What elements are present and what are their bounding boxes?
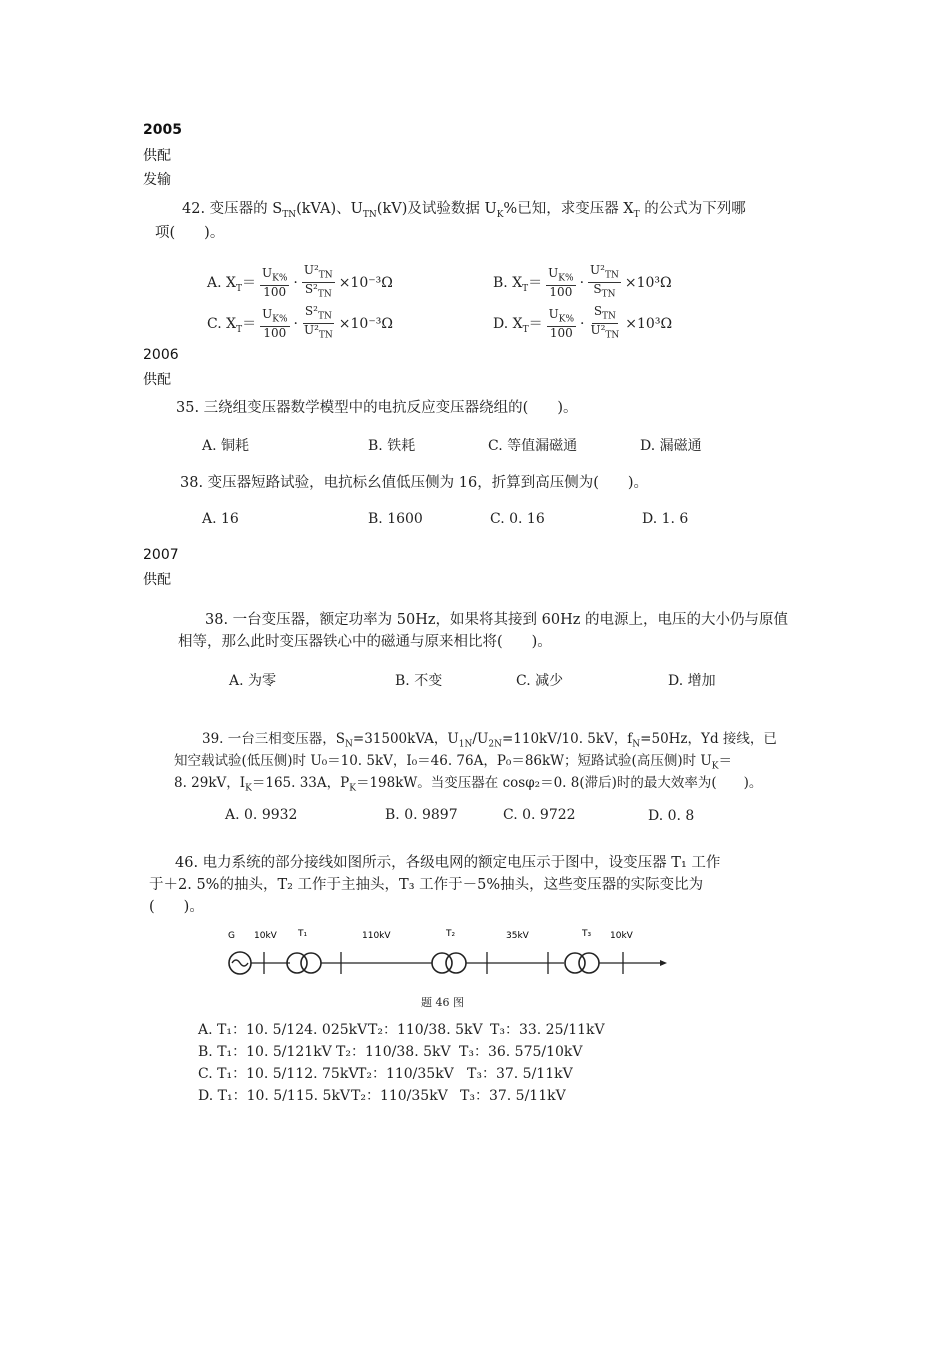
transformer-label-t2: T₂: [446, 929, 456, 939]
option-d-formula: D. $X_T=$ $\frac{U_{K\%}}{100}$ · $\frac{S_{TN}}{U^2_{TN}}$ ×10³Ω: [493, 304, 673, 341]
category-label: 供配: [143, 572, 171, 588]
question-42: 42. 变压器的 $S_{TN}(kVA)$、$U_{TN}(kV)$及试验数据 $U_K\%$已知，求变压器 $X_T$ 的公式为下列哪: [182, 201, 746, 220]
option-c-formula: C. $X_T=$ $\frac{U_{K\%}}{100}$ · $\frac{S^2_{TN}}{U^2_{TN}}$ ×10⁻³Ω: [207, 304, 393, 341]
category-label: 供配: [143, 372, 171, 388]
option-d-t2: T₂：110/35kV: [351, 1088, 448, 1104]
option-d-t3: T₃：37. 5/11kV: [460, 1088, 566, 1104]
option-d: D. 漏磁通: [640, 438, 702, 454]
category-label: 供配: [143, 148, 171, 164]
question-38-frequency: 38. 一台变压器，额定功率为 50Hz，如果将其接到 60Hz 的电源上，电压的大小仍与原值: [205, 612, 788, 628]
option-c-t3: T₃：37. 5/11kV: [467, 1066, 573, 1082]
option-a: A. 16: [202, 511, 239, 527]
category-label: 发输: [143, 172, 171, 188]
option-a: A. 0. 9932: [225, 807, 298, 823]
option-a-formula: A. $X_T=$ $\frac{U_{K\%}}{100}$ · $\frac{U^2_{TN}}{S^2_{TN}}$ ×10⁻³Ω: [207, 263, 393, 300]
option-b: B. 铁耗: [368, 438, 416, 454]
option-c: C. 0. 16: [490, 511, 545, 527]
option-b-t1: B. T₁：10. 5/121kV: [198, 1044, 332, 1060]
year-heading-2005: 2005: [143, 122, 182, 138]
voltage-label-35kv: 35kV: [506, 931, 529, 941]
ac-wave-icon: [232, 960, 248, 966]
option-c: C. 减少: [516, 673, 564, 689]
question-39-line3: 8. 29kV，$I_K=165$. 33A，$P_K=198kW$。当变压器在 cosφ₂＝0. 8(滞后)时的最大效率为( )。: [174, 775, 763, 794]
option-c-t2: T₂：110/35kV: [357, 1066, 454, 1082]
figure-caption: 题 46 图: [421, 996, 464, 1009]
option-b-formula: B. $X_T=$ $\frac{U_{K\%}}{100}$ · $\frac{U^2_{TN}}{S_{TN}}$ ×10³Ω: [493, 263, 672, 300]
question-46-line2: 于＋2. 5%的抽头，T₂ 工作于主抽头，T₃ 工作于－5%抽头，这些变压器的实际变比为: [149, 877, 704, 893]
arrow-right-icon: [660, 960, 667, 966]
option-b: B. 1600: [368, 511, 423, 527]
option-c: C. 0. 9722: [503, 807, 576, 823]
option-d-t1: D. T₁：10. 5/115. 5kV: [198, 1088, 351, 1104]
voltage-label-10kv-out: 10kV: [610, 931, 633, 941]
option-a: A. 铜耗: [202, 438, 250, 454]
option-a-t1: A. T₁：10. 5/124. 025kV: [198, 1022, 368, 1038]
option-b-t2: T₂：110/38. 5kV: [336, 1044, 451, 1060]
year-heading-2006: 2006: [143, 347, 179, 363]
question-39: 39. 一台三相变压器，$S_N=31500kVA$，$U_{1N}/U_{2N}=110kV/10$. 5kV，$f_N=50Hz$，Yd 接线，已: [202, 731, 777, 750]
option-b-t3: T₃：36. 575/10kV: [459, 1044, 583, 1060]
question-39-line2: 知空载试验(低压侧)时 U₀＝10. 5kV，I₀＝46. 76A，P₀＝86kW；短路试验(高压侧)时 $U_K=$: [174, 753, 732, 772]
transformer-label-t3: T₃: [582, 929, 592, 939]
voltage-label-10kv: 10kV: [254, 931, 277, 941]
transformer-label-t1: T₁: [298, 929, 308, 939]
question-38-short-circuit: 38. 变压器短路试验，电抗标幺值低压侧为 16，折算到高压侧为( )。: [180, 475, 649, 491]
option-c-t1: C. T₁：10. 5/112. 75kV: [198, 1066, 359, 1082]
option-d: D. 增加: [668, 673, 716, 689]
option-c: C. 等值漏磁通: [488, 438, 578, 454]
question-46-line3: ( )。: [149, 899, 204, 915]
question-42-line2: 项( )。: [155, 225, 225, 241]
option-b: B. 0. 9897: [385, 807, 458, 823]
year-heading-2007: 2007: [143, 547, 179, 563]
voltage-label-110kv: 110kV: [362, 931, 391, 941]
option-a: A. 为零: [229, 673, 277, 689]
option-a-t3: T₃：33. 25/11kV: [490, 1022, 605, 1038]
question-38-frequency-line2: 相等，那么此时变压器铁心中的磁通与原来相比将( )。: [178, 634, 552, 650]
question-46: 46. 电力系统的部分接线如图所示，各级电网的额定电压示于图中，设变压器 T₁ 工作: [175, 855, 721, 871]
power-system-diagram: [220, 922, 680, 992]
option-d: D. 0. 8: [648, 808, 695, 824]
option-b: B. 不变: [395, 673, 443, 689]
option-a-t2: T₂：110/38. 5kV: [368, 1022, 483, 1038]
option-d: D. 1. 6: [642, 511, 689, 527]
generator-label: G: [228, 931, 235, 941]
question-35: 35. 三绕组变压器数学模型中的电抗反应变压器绕组的( )。: [176, 400, 578, 416]
